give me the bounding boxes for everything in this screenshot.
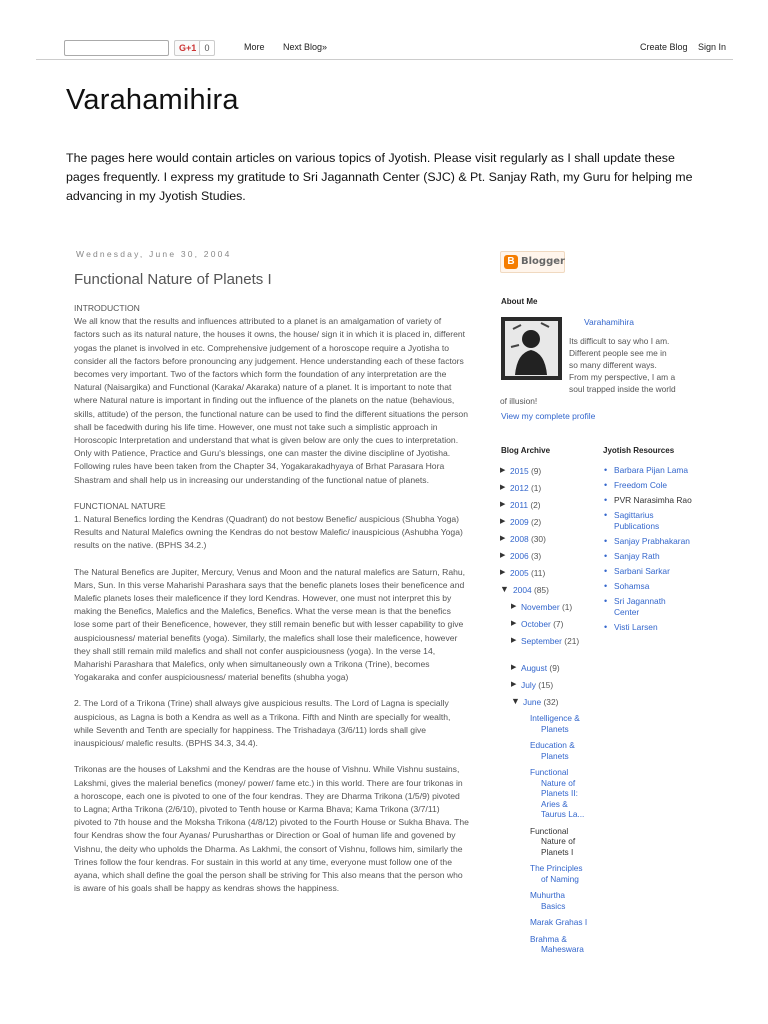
expand-triangle-icon[interactable]: ▶: [500, 569, 506, 576]
expand-triangle-icon[interactable]: ▶: [500, 484, 506, 491]
bullet-icon: •: [604, 581, 608, 592]
archive-year-link[interactable]: 2015: [510, 466, 529, 476]
bullet-icon: •: [604, 621, 608, 632]
post-paragraph: [74, 763, 469, 895]
resource-link[interactable]: [602, 480, 692, 490]
archive-month-item[interactable]: [499, 635, 591, 662]
resource-link[interactable]: [602, 536, 692, 546]
archive-post-link[interactable]: Intelligence & Planets: [530, 713, 580, 734]
expand-triangle-icon[interactable]: ▶: [511, 681, 517, 688]
archive-year-link[interactable]: 2011: [510, 500, 529, 510]
post-paragraph: [74, 302, 469, 487]
bullet-icon: •: [604, 565, 608, 576]
bullet-icon: •: [604, 480, 608, 491]
resource-label: Sanjay Rath: [614, 550, 660, 561]
expand-triangle-icon[interactable]: ▶: [500, 552, 506, 559]
archive-year-label: [510, 533, 546, 545]
archive-year-count: (30): [530, 534, 546, 544]
collapse-triangle-icon[interactable]: ▼: [500, 584, 509, 594]
archive-month-link[interactable]: June: [523, 697, 542, 707]
bullet-icon: •: [604, 535, 608, 546]
archive-month-label: [523, 696, 558, 708]
resource-link[interactable]: [602, 566, 692, 576]
navbar-search-input[interactable]: [64, 40, 169, 56]
archive-year-count: (9): [530, 466, 542, 476]
resource-link[interactable]: [602, 596, 692, 617]
resource-label: Barbara Pijan Lama: [614, 465, 689, 475]
collapse-triangle-icon[interactable]: ▼: [511, 696, 520, 706]
jyotish-resources-heading: Jyotish Resources: [603, 446, 675, 455]
resource-link[interactable]: [602, 622, 692, 632]
archive-month-label: [521, 618, 563, 630]
archive-year-label: [510, 516, 541, 528]
post-paragraph-line: We all know that the results and influences attributed to a planet is an amalgamation of variety of factors such as its natural nature, the houses it owns, the house/ sign it in which it is placed in, different yogas the planet is involved in etc. Comprehensive judgement of a horoscope require a Jyotisha to consider all the factors before pronouncing any judgement. Hence understanding each of these factors becomes very important. Two of the factors which form the foundation of any interpretation are the Natural (Naisargika) and Functional (Karaka/ Akaraka) nature of a planet. It is important to note that where Natural nature is important in finding out the influence of the planets on the natue (behavious, skills, attitude) of the person, the functional nature can be used to find the different situations the person shall be facedwith during his life time. However, one must not take such a simplistic approach in Horoscopic Interpretation and understand that what is given below are only the cues to interpretation. Only with Patience, Practice and Guru's blessings, one can master the divine discipline of Jyotisha. Following rules have been taken from the Chapter 34, Yogakarakadhyaya of Brhat Parasara Hora Shastram and shall help us in increasing our understanding of the functional natue of planets.: [74, 316, 468, 485]
resource-label: Freedom Cole: [614, 480, 668, 491]
archive-year-count: (11): [530, 568, 546, 578]
create-blog-link[interactable]: Create Blog: [640, 42, 688, 52]
bullet-icon: •: [604, 495, 608, 506]
resource-label: PVR Narasimha Rao: [614, 495, 692, 506]
archive-year-count: (3): [530, 551, 542, 561]
archive-year-label: [510, 550, 541, 562]
archive-month-item[interactable]: [499, 662, 591, 679]
archive-month-label: [521, 679, 553, 691]
archive-post-link[interactable]: Functional Nature of Planets II: Aries & Taurus La...: [530, 767, 585, 819]
archive-post-link[interactable]: Brahma & Maheswara: [530, 933, 584, 954]
archive-year-label: [513, 584, 549, 596]
archive-year-item[interactable]: [499, 567, 591, 584]
archive-month-item[interactable]: [499, 679, 591, 696]
archive-year-item[interactable]: [499, 533, 591, 550]
profile-description-line: Different people see me in: [569, 348, 667, 358]
blog-description: The pages here would contain articles on various topics of Jyotish. Please visit regularly as I shall update these pages frequently. I express my gratitude to Sri Jagannath Center (SJC) & Pt. Sanjay Rath, my Guru for helping me advancing in my Jyotish Studies.: [66, 151, 693, 203]
post-paragraph-line: FUNCTIONAL NATURE: [74, 500, 166, 511]
resource-label: Visti Larsen: [614, 621, 658, 632]
post-paragraph: [74, 566, 469, 685]
post-paragraph: [74, 697, 469, 750]
archive-year-item[interactable]: [499, 550, 591, 567]
archive-year-count: (2): [530, 500, 541, 510]
post-paragraph: [74, 500, 469, 553]
expand-triangle-icon[interactable]: ▶: [511, 620, 517, 627]
archive-year-item[interactable]: [499, 516, 591, 533]
post-title[interactable]: Functional Nature of Planets I: [74, 271, 272, 288]
bullet-icon: •: [604, 465, 608, 475]
resource-link[interactable]: [602, 551, 692, 561]
archive-month-count: (15): [538, 680, 554, 690]
blog-archive-heading: Blog Archive: [501, 446, 551, 455]
archive-year-link[interactable]: 2009: [510, 517, 529, 527]
post-body: [74, 302, 469, 908]
archive-month-link[interactable]: July: [521, 680, 536, 690]
about-me-heading: About Me: [501, 297, 538, 306]
expand-triangle-icon[interactable]: ▶: [511, 664, 517, 671]
archive-month-item[interactable]: [499, 618, 591, 635]
blogger-badge[interactable]: [500, 251, 565, 273]
archive-year-link[interactable]: 2006: [510, 551, 529, 561]
archive-year-link[interactable]: 2005: [510, 568, 529, 578]
archive-month-link[interactable]: August: [521, 663, 548, 673]
archive-post-link[interactable]: Marak Grahas I: [530, 917, 588, 927]
bullet-icon: •: [604, 550, 608, 561]
archive-year-item[interactable]: [499, 482, 591, 499]
archive-month-item[interactable]: [499, 601, 591, 618]
resource-label: Sarbani Sarkar: [614, 565, 670, 576]
jyotish-resources-list: [602, 465, 692, 637]
post-date: Wednesday, June 30, 2004: [76, 249, 232, 259]
bullet-icon: •: [604, 510, 608, 521]
next-blog-link[interactable]: Next Blog»: [283, 42, 328, 52]
resource-label: Sohamsa: [614, 581, 650, 592]
archive-year-count: (85): [533, 585, 549, 595]
profile-description-line: soul trapped inside the world: [569, 384, 676, 394]
archive-month-count: (32): [543, 697, 559, 707]
post-paragraph-line: Trikonas are the houses of Lakshmi and the Kendras are the house of Vishnu. While Vishnu sustains, Lakshmi, gives the malerial benefics (money/ power/ fame etc.) in this world. There are four trikonas in a horoscope, each one is pivoted to one of the four kendras. They are Dharma Trikona (1/5/9) pivoted to Lagna; Artha Trikona (2/6/10), pivoted to Tenth house or Karma Bhava; Kama Trikona (3/7/11) pivoted to 7th house and the Moksha Trikona (4/8/12) pivoted to the Fourth House or Sukha Bhava. The four Kendras show the four Ayanas/ Purusharthas or Direction or Goal of human life and govened by Vishnu, the deity who upholds the Dharma. As Lakhmi, the consort of Vishnu, follows him, similarly the Trines follow the four kendras. For sustain in this world at any time, everyone must follow one of the ayana, which shall define the goal the person shall be striving for This also means that the person who is aware of his goals shall be happy as kendras shows the happiness.: [74, 764, 469, 894]
archive-year-label: [510, 465, 541, 477]
profile-description-line: Its difficult to say who I am.: [569, 336, 670, 346]
resource-label: Sanjay Prabhakaran: [614, 535, 690, 546]
expand-triangle-icon[interactable]: ▶: [500, 501, 506, 508]
archive-month-link[interactable]: November: [521, 602, 560, 612]
archive-month-count: (7): [553, 619, 564, 629]
blog-title[interactable]: Varahamihira: [66, 84, 239, 116]
archive-month-count: (21): [564, 636, 580, 646]
archive-year-label: [510, 499, 541, 511]
resource-link[interactable]: [602, 581, 692, 591]
archive-year-item[interactable]: [499, 499, 591, 516]
resource-link[interactable]: [602, 465, 692, 475]
archive-month-link[interactable]: October: [521, 619, 551, 629]
post-paragraph-line: 1. Natural Benefics lording the Kendras (Quadrant) do not bestow Benefic/ auspicious (Shubha Yoga) Results and Natural Malefics owning the Kendras do not bestow Malefic/ inauspicious (Ashubha Yoga) results on the native. (BPHS 34.2.): [74, 514, 463, 551]
archive-month-count: (9): [549, 663, 560, 673]
resource-label: Sagittarius Publications: [614, 510, 660, 531]
post-paragraph-line: The Natural Benefics are Jupiter, Mercury, Venus and Moon and the natural malefics are Saturn, Rahu, Mars, Sun. In this verse Maharishi Parashara says that the benefic planets loses their beneficence and Malefic planets loses their maleficence if they lord Kendras. However, one must not interpret this by making the Benefics, Malefics and the Malefics, Benefics. What the verse mean is that the benefics lose some part of their Beneficence, however, they still remain benefic but with lesser capability to give auspiciousness/ material benefits (yoga). Similarly, the malefics shall lose their maleficence, however they shall still remain mild malefics and shall not confer auspiciousness (yoga). In the verse 14, Maharishi Parashara that Malefics, only when simultaneously own a Trikona (Trine), becomes Yogakaraka and confer auspiciousness/ material benefits (shubha yoga): [74, 566, 466, 683]
blogger-navbar: [36, 36, 733, 60]
profile-name-link[interactable]: Varahamihira: [584, 317, 634, 327]
expand-triangle-icon[interactable]: ▶: [500, 518, 506, 525]
resource-label: Sri Jagannath Center: [614, 596, 666, 617]
archive-post-link: Functional Nature of Planets I: [530, 825, 576, 857]
archive-post-link[interactable]: Education & Planets: [530, 740, 575, 761]
archive-post-link[interactable]: The Principles of Naming: [530, 863, 583, 884]
archive-post-link[interactable]: Muhurtha Basics: [530, 890, 566, 911]
archive-month-label: [521, 601, 572, 613]
sign-in-link[interactable]: Sign In: [698, 42, 727, 52]
profile-description: [500, 335, 686, 407]
archive-year-item-open[interactable]: [499, 584, 591, 601]
profile-description-line: From my perspective, I am a: [569, 372, 676, 382]
expand-triangle-icon[interactable]: ▶: [500, 535, 506, 542]
google-plus-button[interactable]: G+1: [174, 40, 201, 56]
more-link[interactable]: More: [244, 42, 265, 52]
archive-year-link[interactable]: 2012: [510, 483, 529, 493]
bullet-icon: •: [604, 596, 608, 607]
blog-archive: [499, 465, 591, 961]
archive-year-item[interactable]: [499, 465, 591, 482]
expand-triangle-icon[interactable]: ▶: [511, 603, 517, 610]
profile-description-line: of illusion!: [500, 396, 538, 406]
expand-triangle-icon[interactable]: ▶: [511, 637, 517, 644]
profile-description-line: so many different ways.: [569, 360, 657, 370]
google-plus-count: 0: [199, 40, 215, 56]
archive-month-label: [521, 662, 560, 674]
post-paragraph-line: 2. The Lord of a Trikona (Trine) shall always give auspicious results. The Lord of Lagna is specially auspicious, as Lagna is both a Kendra as well as a Trikona. Fifth and Ninth are specially for wealth, while Seventh and Tenth are specially for happiness. The Trishadaya (3/6/11) lords shall give inauspicious/ malefic results. (BPHS 34.3, 34.4).: [74, 698, 451, 749]
archive-month-item-open[interactable]: [499, 696, 591, 713]
archive-year-link[interactable]: 2004: [513, 585, 532, 595]
archive-year-count: (2): [530, 517, 542, 527]
archive-year-label: [510, 567, 545, 579]
archive-year-link[interactable]: 2008: [510, 534, 529, 544]
archive-year-count: (1): [530, 483, 542, 493]
archive-year-label: [510, 482, 541, 494]
view-profile-link[interactable]: View my complete profile: [501, 411, 596, 421]
blogger-badge-label: Blogger: [521, 256, 565, 267]
resource-link[interactable]: [602, 495, 692, 505]
post-paragraph-line: INTRODUCTION: [74, 303, 140, 313]
archive-month-label: [521, 635, 581, 647]
expand-triangle-icon[interactable]: ▶: [500, 467, 506, 474]
resource-link[interactable]: [602, 510, 692, 531]
archive-month-link[interactable]: September: [521, 636, 562, 646]
blogger-logo-icon: B: [504, 255, 518, 269]
archive-month-count: (1): [561, 602, 573, 612]
